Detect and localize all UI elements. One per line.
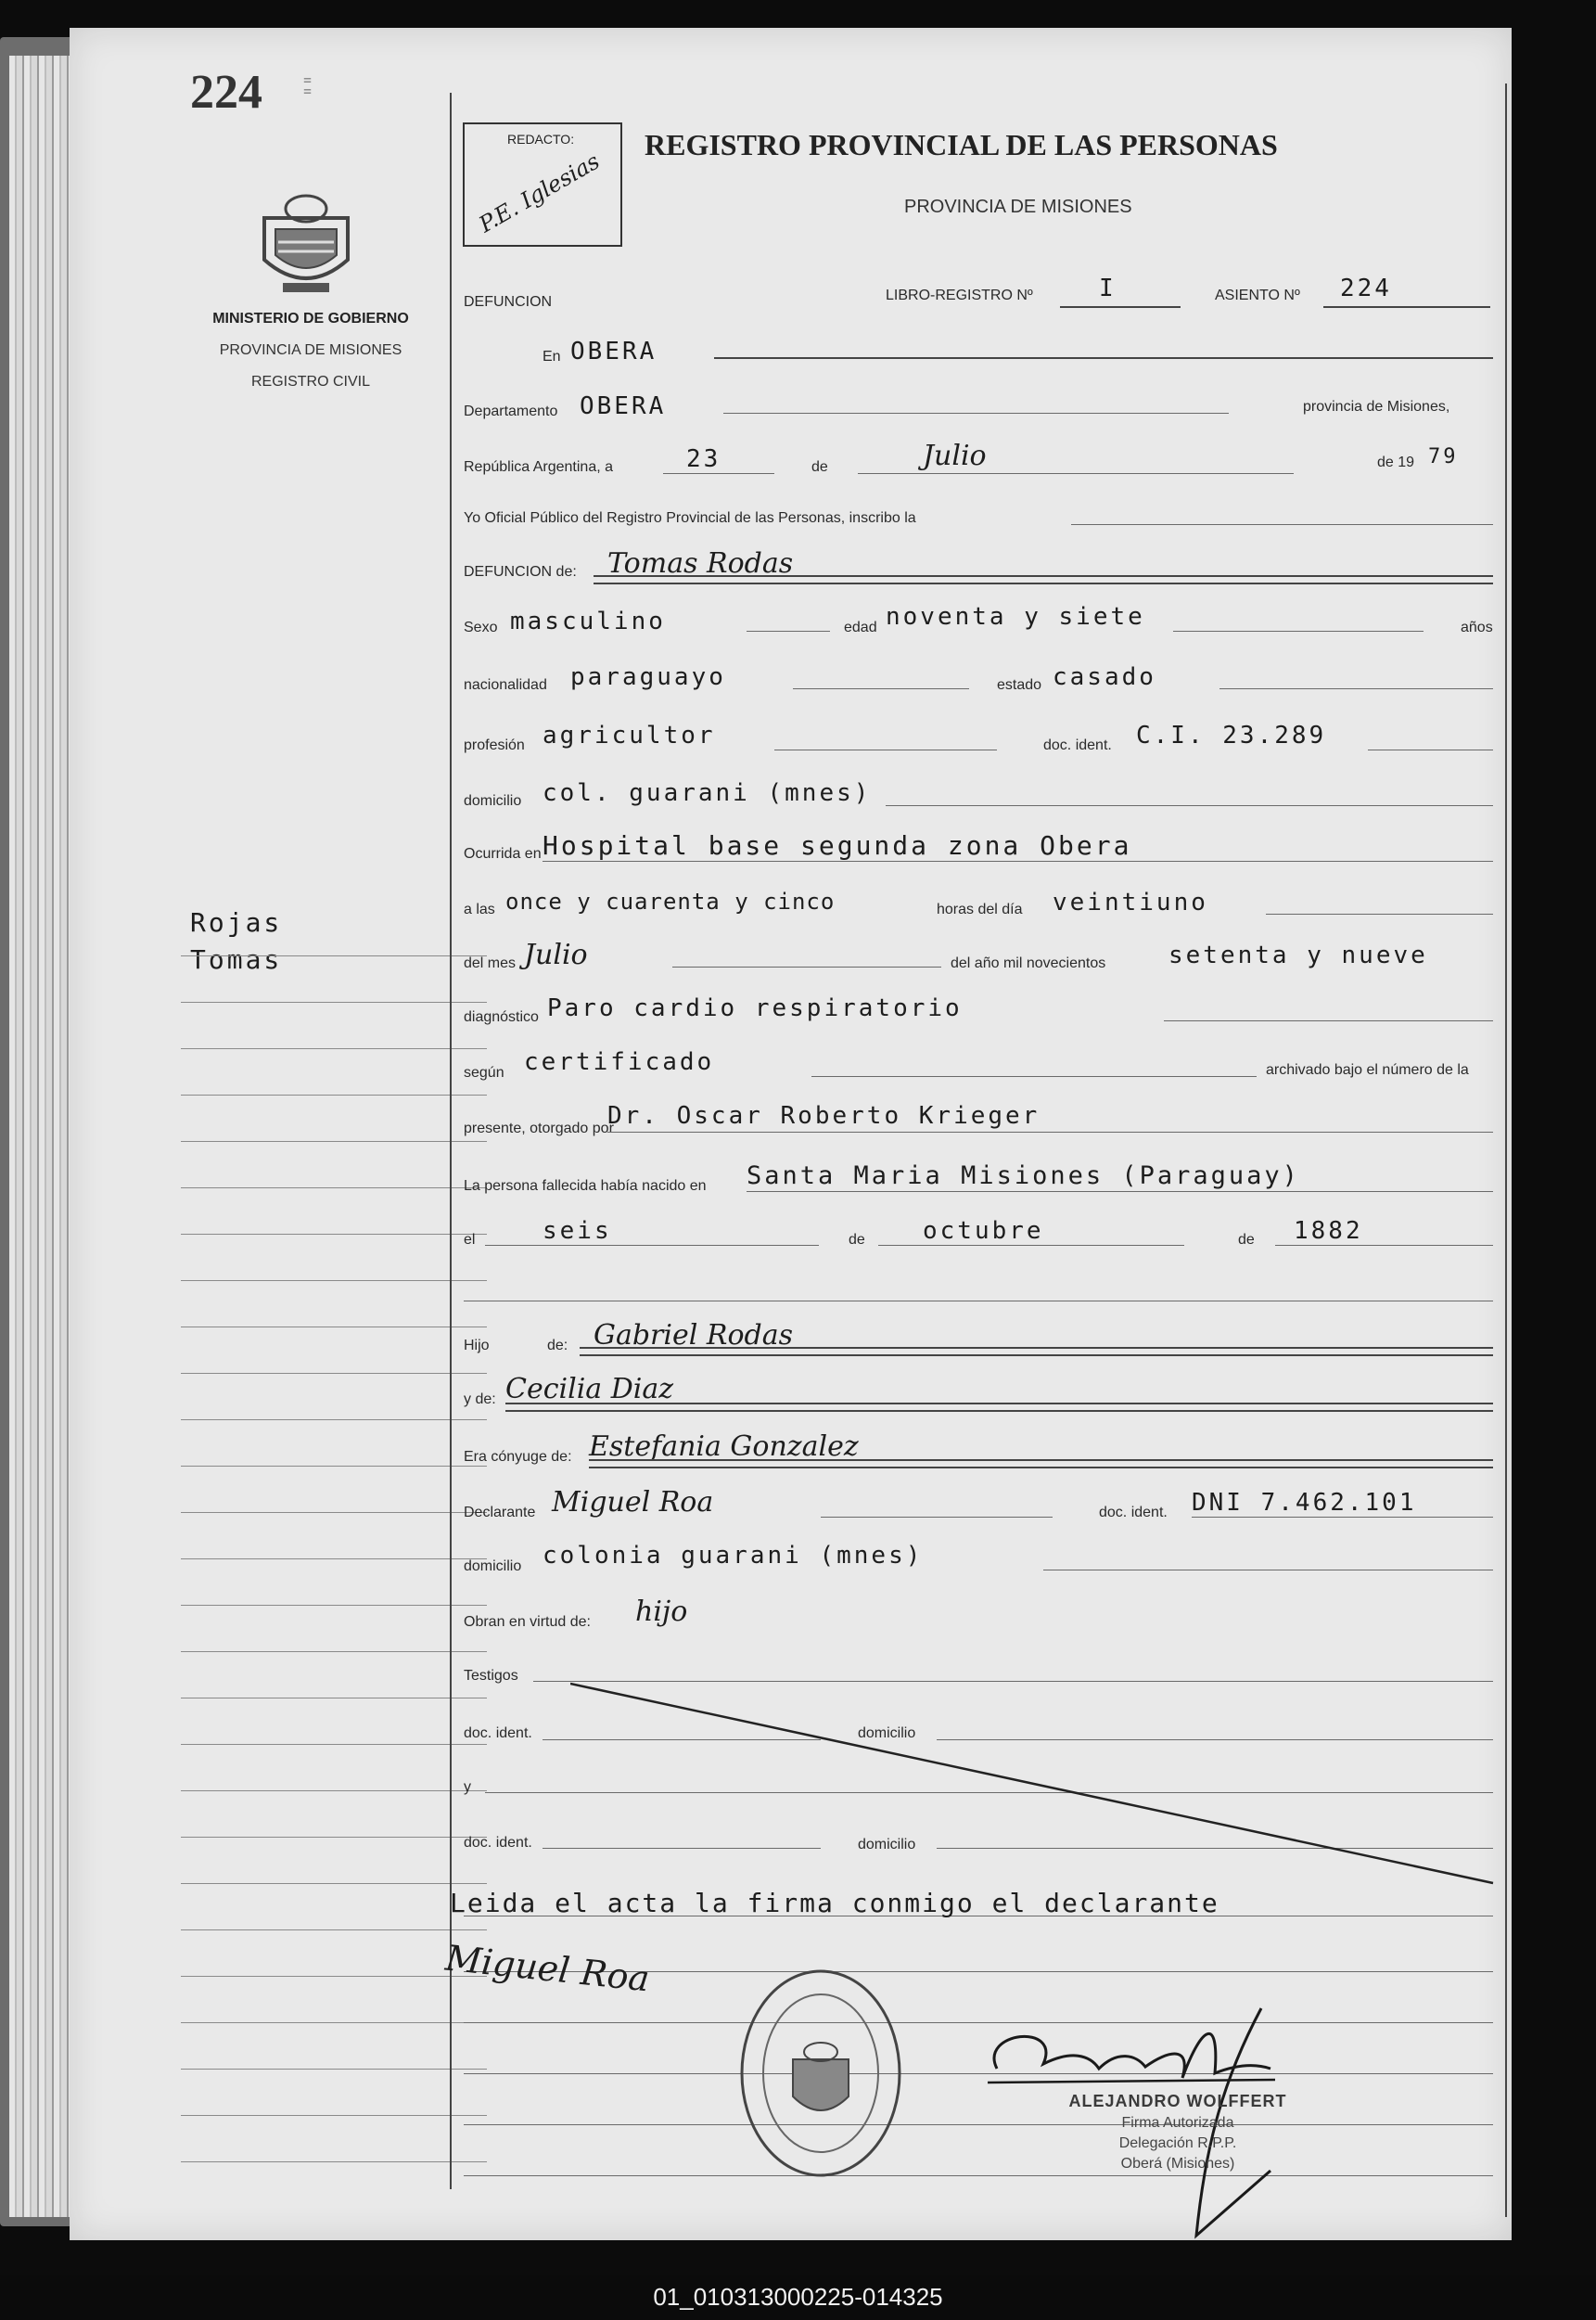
asiento-label: ASIENTO Nº [1215,288,1300,303]
ocurrida-label: Ocurrida en [464,846,542,862]
nacimiento-anio-value: 1882 [1294,1217,1363,1245]
nacido-value: Santa Maria Misiones (Paraguay) [747,1161,1300,1190]
departamento-label: Departamento [464,404,558,419]
sexo-value: masculino [510,608,666,635]
official-title: Firma Autorizada [1121,2115,1234,2131]
edad-label: edad [844,620,877,635]
conyuge-label: Era cónyuge de: [464,1449,572,1465]
madre-value: Cecilia Diaz [505,1373,674,1405]
document-subtitle: PROVINCIA DE MISIONES [904,197,1132,217]
margin-note-name: Tomas [190,944,283,975]
nacionalidad-value: paraguayo [570,663,726,691]
anos-label: años [1461,620,1493,635]
nacimiento-de-label: de [849,1232,865,1248]
redacto-box [463,122,622,247]
archivado-label: archivado bajo el número de la [1266,1062,1469,1078]
delanio-value: setenta y nueve [1168,942,1428,969]
en-value: OBERA [570,338,658,365]
declarante-doc-value: DNI 7.462.101 [1192,1489,1417,1517]
hijo-de-label: de: [547,1338,568,1353]
right-border-line [1505,83,1507,2217]
doc-value: C.I. 23.289 [1136,722,1327,750]
nacido-label: La persona fallecida había nacido en [464,1178,707,1194]
declarante-value: Miguel Roa [552,1486,714,1519]
republica-label: República Argentina, a [464,459,613,475]
defuncion-heading: DEFUNCION [464,294,553,310]
presente-value: Dr. Oscar Roberto Krieger [607,1102,1041,1130]
domicilio-value: col. guarani (mnes) [543,779,872,807]
testigo-y-label: y [464,1779,471,1795]
defuncion-de-label: DEFUNCION de: [464,564,577,580]
segun-label: según [464,1065,504,1081]
profesion-value: agricultor [543,722,716,750]
oficial-label: Yo Oficial Público del Registro Provincial de las Personas, inscribo la [464,510,916,526]
libro-label: LIBRO-REGISTRO Nº [886,288,1033,303]
profesion-label: profesión [464,737,525,753]
departamento-value: OBERA [580,392,667,420]
declarante-domicilio-value: colonia guarani (mnes) [543,1542,924,1570]
official-seal-icon [737,1967,904,2180]
delanio-label: del año mil novecientos [951,955,1106,971]
fecha-mes-value: Julio [923,440,987,472]
edad-value: noventa y siete [886,603,1145,631]
declarante-domicilio-label: domicilio [464,1558,522,1574]
diagnostico-value: Paro cardio respiratorio [547,994,963,1022]
estado-value: casado [1053,663,1156,691]
declarant-signature: Miguel Roa [443,1937,652,2000]
ocurrida-value: Hospital base segunda zona Obera [543,830,1132,861]
scan-id-footer: 01_010313000225-014325 [0,2275,1596,2320]
official-name: ALEJANDRO WOLFFERT [1068,2092,1287,2110]
testigo2-doc-label: doc. ident. [464,1835,532,1851]
sexo-label: Sexo [464,620,498,635]
presente-label: presente, otorgado por [464,1121,614,1136]
delmes-label: del mes [464,955,517,971]
alas-label: a las [464,902,495,917]
redacto-signature: P.E. Iglesias [474,147,605,238]
conyuge-value: Estefania Gonzalez [589,1430,859,1463]
obran-value: hijo [635,1596,688,1628]
hora-value: once y cuarenta y cinco [505,889,836,915]
declarante-label: Declarante [464,1505,536,1520]
closing-statement: Leida el acta la firma conmigo el declarante [450,1888,1219,1918]
padre-value: Gabriel Rodas [594,1319,794,1352]
margin-note-surname: Rojas [190,907,283,938]
page-number-mark: = = [303,73,313,100]
diagnostico-label: diagnóstico [464,1009,539,1025]
left-border-line [450,93,452,2189]
ministry-registry: REGISTRO CIVIL [250,374,371,390]
horas-label: horas del día [937,902,1023,917]
domicilio-label: domicilio [464,793,522,809]
nacimiento-dia-value: seis [543,1217,612,1245]
document-title: REGISTRO PROVINCIAL DE LAS PERSONAS [645,128,1278,161]
ministry-province: PROVINCIA DE MISIONES [219,342,402,358]
obran-label: Obran en virtud de: [464,1614,591,1630]
dia-letras-value: veintiuno [1053,889,1208,916]
witness-strike-line [570,1674,1498,1888]
delmes-value: Julio [524,939,588,971]
defuncion-de-value: Tomas Rodas [607,547,794,580]
fecha-de-label: de [811,459,828,475]
testigos-label: Testigos [464,1668,518,1684]
redacto-label: REDACTO: [507,132,575,147]
testigo1-domicilio-label: domicilio [858,1725,916,1741]
provincia-label: provincia de Misiones, [1303,399,1450,415]
hijo-label: Hijo [464,1338,490,1353]
estado-label: estado [997,677,1042,693]
yde-label: y de: [464,1391,496,1407]
libro-value: I [1099,275,1117,302]
ministry-name: MINISTERIO DE GOBIERNO [212,311,409,327]
official-name-block [1015,2092,1340,2173]
declarante-doc-label: doc. ident. [1099,1505,1168,1520]
official-location: Oberá (Misiones) [1120,2156,1235,2172]
official-delegation: Delegación R.P.P. [1118,2135,1237,2151]
fecha-dia-value: 23 [686,445,721,473]
page-number: 224 [190,66,262,119]
nacimiento-de2-label: de [1238,1232,1255,1248]
asiento-value: 224 [1340,275,1392,302]
fecha-de19-label: de 19 [1377,455,1415,470]
nacimiento-mes-value: octubre [923,1217,1044,1245]
testigo2-domicilio-label: domicilio [858,1837,916,1852]
nacionalidad-label: nacionalidad [464,677,547,693]
en-label: En [543,349,561,365]
register-page [70,28,1512,2240]
el-label: el [464,1232,476,1248]
coat-of-arms-icon [255,181,357,301]
testigo1-doc-label: doc. ident. [464,1725,532,1741]
segun-value: certificado [524,1048,715,1076]
fecha-anio-value: 79 [1428,445,1459,468]
doc-label: doc. ident. [1043,737,1112,753]
